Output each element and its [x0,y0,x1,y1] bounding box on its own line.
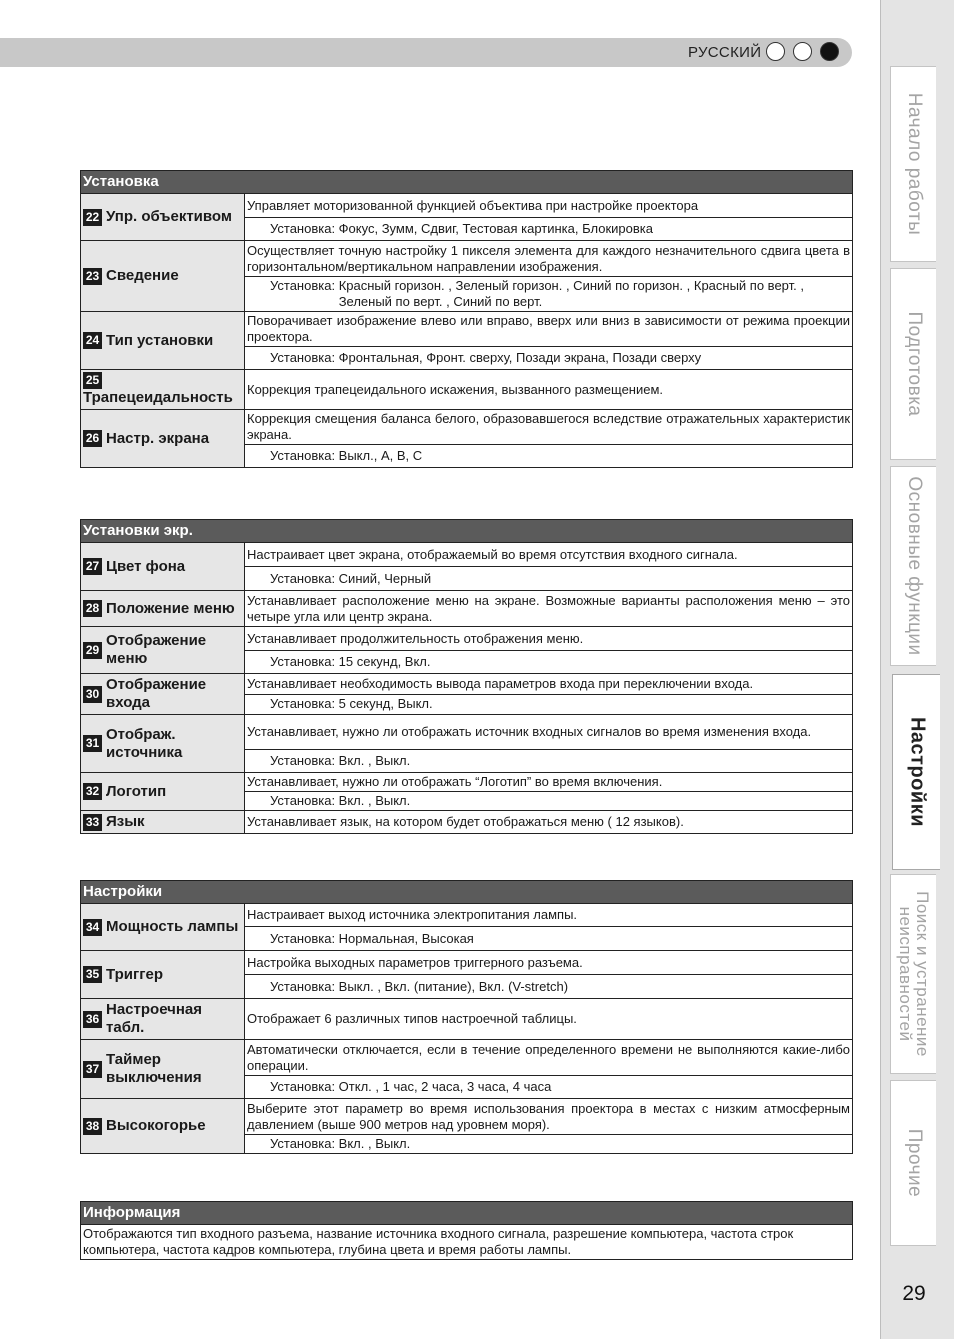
language-label: РУССКИЙ [688,44,762,61]
item-number: 23 [83,268,102,285]
item-description: Управляет моторизованной функцией объектива при настройке проектора [245,194,853,218]
item-name: Трапецеидальность [83,389,233,406]
item-off-timer [81,1040,245,1099]
tab-preparation[interactable] [890,268,936,460]
tab-troubleshooting[interactable] [890,874,936,1074]
item-description: Коррекция смещения баланса белого, образовавшегося вследствие отражательных характеристик экрана. [245,410,853,445]
item-lamp-power [81,904,245,951]
item-number: 33 [83,814,102,831]
settings-table [80,880,853,1154]
item-number: 24 [83,332,102,349]
item-name: Язык [106,813,145,830]
tab-label: Настройки [906,716,928,828]
item-name: Отображение меню [106,632,207,667]
item-setting: Установка: Вкл. , Выкл. [245,1135,853,1154]
tab-label: Подготовка [903,311,925,417]
item-number: 35 [83,966,102,983]
item-number: 31 [83,735,102,752]
item-name: Цвет фона [106,557,186,575]
item-description: Поворачивает изображение влево или вправо, вверх или вниз в зависимости от режима проекции проектора. [245,312,853,347]
setting-label: Установка: [270,278,336,293]
item-number: 28 [83,600,102,617]
item-name: Сведение [106,267,179,284]
item-description: Устанавливает расположение меню на экране. Возможные варианты расположения меню – это четыре угла или центр экрана. [245,591,853,627]
item-name: Высокогорье [106,1117,206,1134]
item-number: 29 [83,642,102,659]
tab-other[interactable] [890,1080,936,1246]
language-dot-icon [766,42,785,61]
item-test-pattern [81,999,245,1040]
item-number: 37 [83,1061,102,1078]
item-setting: Установка: Нормальная, Высокая [245,927,853,951]
item-number: 34 [83,919,102,936]
item-trigger [81,951,245,999]
item-name: Таймер выключения [106,1051,202,1086]
tab-label-line: неисправностей [895,906,915,1042]
item-keystone [81,370,245,410]
item-number: 32 [83,783,102,800]
item-convergence [81,241,245,312]
tab-getting-started[interactable] [890,66,936,262]
item-high-altitude [81,1099,245,1154]
setting-line: Зеленый по верт. , Синий по верт. [338,294,543,309]
tab-label: Начало работы [903,92,925,236]
item-menu-position [81,591,245,627]
item-name: Мощность лампы [106,918,239,935]
item-setting [245,277,853,312]
item-description: Устанавливает, нужно ли отображать “Логотип” во время включения. [245,773,853,792]
item-setting: Установка: Фокус, Зумм, Сдвиг, Тестовая картинка, Блокировка [245,218,853,241]
tab-label: Прочие [903,1128,925,1198]
information-table [80,1201,853,1260]
item-name: Триггер [106,965,163,983]
item-name: Отображ. источника [106,725,183,761]
tab-label [897,891,931,1057]
item-description: Устанавливает, нужно ли отображать источник входных сигналов во время изменения входа. [245,715,853,750]
item-screen-adjust [81,410,245,468]
item-number: 22 [83,209,102,226]
tab-label-line: Поиск и устранение [912,891,932,1057]
item-setting: Установка: Выкл. , Вкл. (питание), Вкл. (V-stretch) [245,975,853,999]
tab-label: Основные функции [903,476,925,656]
item-name: Отображение входа [106,676,207,711]
item-menu-display [81,627,245,674]
item-number: 30 [83,686,102,703]
item-number: 26 [83,430,102,447]
page-number: 29 [902,1282,926,1305]
item-description: Устанавливает необходимость вывода параметров входа при переключении входа. [245,674,853,695]
section-title: Установка [81,171,853,194]
section-title: Установки экр. [81,520,853,543]
setup-table [80,170,853,468]
item-description: Устанавливает язык, на котором будет отображаться меню ( 12 языков). [245,811,853,834]
item-setting: Установка: Синий, Черный [245,567,853,591]
item-description: Устанавливает продолжительность отображения меню. [245,627,853,651]
item-number: 38 [83,1118,102,1135]
item-setting: Установка: Выкл., A, B, C [245,445,853,468]
item-name: Настр. экрана [106,429,210,447]
item-description: Настраивает выход источника электропитания лампы. [245,904,853,927]
item-description: Коррекция трапецеидального искажения, вызванного размещением. [245,370,853,410]
item-setting: Установка: Вкл. , Выкл. [245,750,853,773]
item-setting: Установка: Вкл. , Выкл. [245,792,853,811]
language-dot-filled-icon [820,42,839,61]
item-description: Отображает 6 различных типов настроечной таблицы. [245,999,853,1040]
item-name: Положение меню [106,599,235,617]
item-setting: Установка: Фронтальная, Фронт. сверху, Позади экрана, Позади сверху [245,347,853,370]
item-source-display [81,715,245,773]
language-dot-icon [793,42,812,61]
item-number: 27 [83,558,102,575]
item-name: Тип установки [106,331,214,349]
item-setting: Установка: Откл. , 1 час, 2 часа, 3 часа, 4 часа [245,1076,853,1099]
item-lens-control [81,194,245,241]
screen-settings-table [80,519,853,834]
item-setting: Установка: 5 секунд, Выкл. [245,694,853,715]
item-language [81,811,245,834]
item-input-display [81,674,245,715]
item-name: Логотип [106,782,167,800]
item-name: Упр. объективом [106,208,232,225]
item-number: 25 [83,372,102,389]
tab-basic-functions[interactable] [890,466,936,666]
item-description: Автоматически отключается, если в течение определенного времени не выполняются какие-либо операции. [245,1040,853,1076]
section-title: Информация [81,1202,853,1225]
item-number: 36 [83,1011,102,1028]
tab-settings[interactable] [892,674,940,870]
item-installation-type [81,312,245,370]
item-description: Настройка выходных параметров триггерного разъема. [245,951,853,975]
item-description: Выберите этот параметр во время использования проектора в местах с низким атмосферным давлением (выше 900 метров над уровнем моря). [245,1099,853,1135]
item-description: Осуществляет точную настройку 1 пикселя элемента для каждого незначительного сдвига цвета в горизонтальном/вертикальном направлении изображения. [245,241,853,277]
item-background-color [81,543,245,591]
item-description: Настраивает цвет экрана, отображаемый во время отсутствия входного сигнала. [245,543,853,567]
setting-line: Красный горизон. , Зеленый горизон. , Синий по горизон. , Красный по верт. , [338,278,804,293]
section-title: Настройки [81,881,853,904]
item-name: Настроечная табл. [106,1001,203,1036]
information-description: Отображаются тип входного разъема, название источника входного сигнала, разрешение компьютера, частота строк компьютера, частота кадров компьютера, глубина цвета и время работы лампы. [81,1225,853,1260]
item-setting: Установка: 15 секунд, Вкл. [245,651,853,674]
item-logo [81,773,245,811]
